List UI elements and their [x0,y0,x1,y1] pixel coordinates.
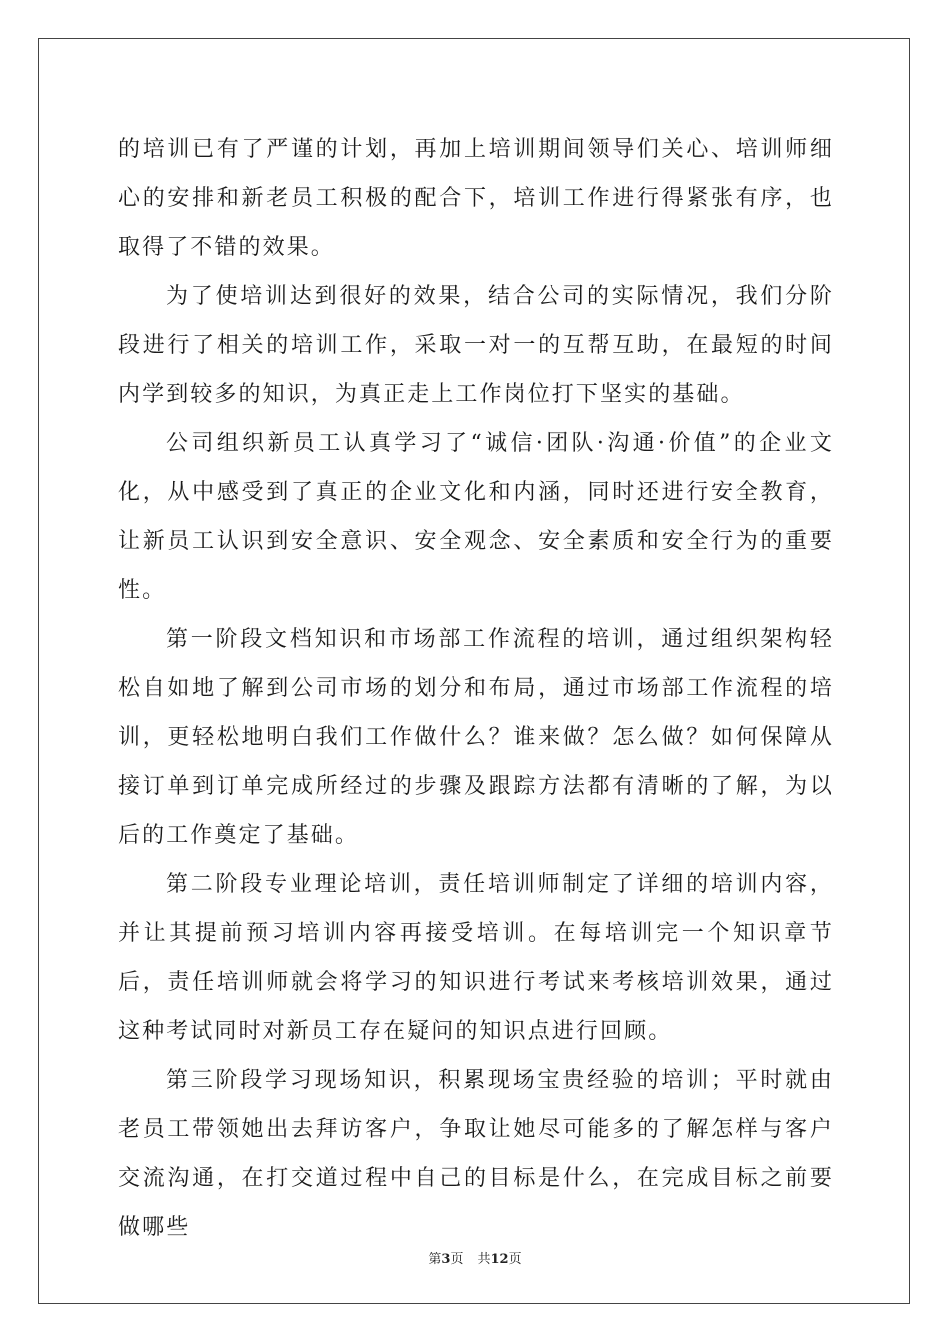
paragraph-3: 公司组织新员工认真学习了“诚信·团队·沟通·价值”的企业文化，从中感受到了真正的企业文化和内涵，同时还进行安全教育，让新员工认识到安全意识、安全观念、安全素质和安全行为的重要性。 [118,431,834,603]
paragraph-4: 第一阶段文档知识和市场部工作流程的培训，通过组织架构轻松自如地了解到公司市场的划分和布局，通过市场部工作流程的培训，更轻松地明白我们工作做什么？谁来做？怎么做？如何保障从接订单到订单完成所经过的步骤及跟踪方法都有清晰的了解，为以后的工作奠定了基础。 [118,627,834,848]
paragraph-5: 第二阶段专业理论培训，责任培训师制定了详细的培训内容，并让其提前预习培训内容再接受培训。在每培训完一个知识章节后，责任培训师就会将学习的知识进行考试来考核培训效果，通过这种考试同时对新员工存在疑问的知识点进行回顾。 [118,872,834,1044]
body-text [118,125,834,1252]
paragraph-1: 的培训已有了严谨的计划，再加上培训期间领导们关心、培训师细心的安排和新老员工积极的配合下，培训工作进行得紧张有序，也取得了不错的效果。 [118,137,834,260]
total-suffix: 页 [508,1252,522,1267]
total-page-count: 12 [490,1252,509,1267]
paragraph-2: 为了使培训达到很好的效果，结合公司的实际情况，我们分阶段进行了相关的培训工作，采取一对一的互帮互助，在最短的时间内学到较多的知识，为真正走上工作岗位打下坚实的基础。 [118,284,834,407]
page-suffix: 页 [450,1252,464,1267]
page-prefix: 第 [428,1252,442,1267]
page-footer [0,1248,950,1267]
current-page-number: 3 [441,1252,451,1267]
total-prefix: 共 [477,1252,491,1267]
paragraph-6: 第三阶段学习现场知识，积累现场宝贵经验的培训；平时就由老员工带领她出去拜访客户，争取让她尽可能多的了解怎样与客户交流沟通，在打交道过程中自己的目标是什么，在完成目标之前要做哪些 [118,1068,834,1240]
